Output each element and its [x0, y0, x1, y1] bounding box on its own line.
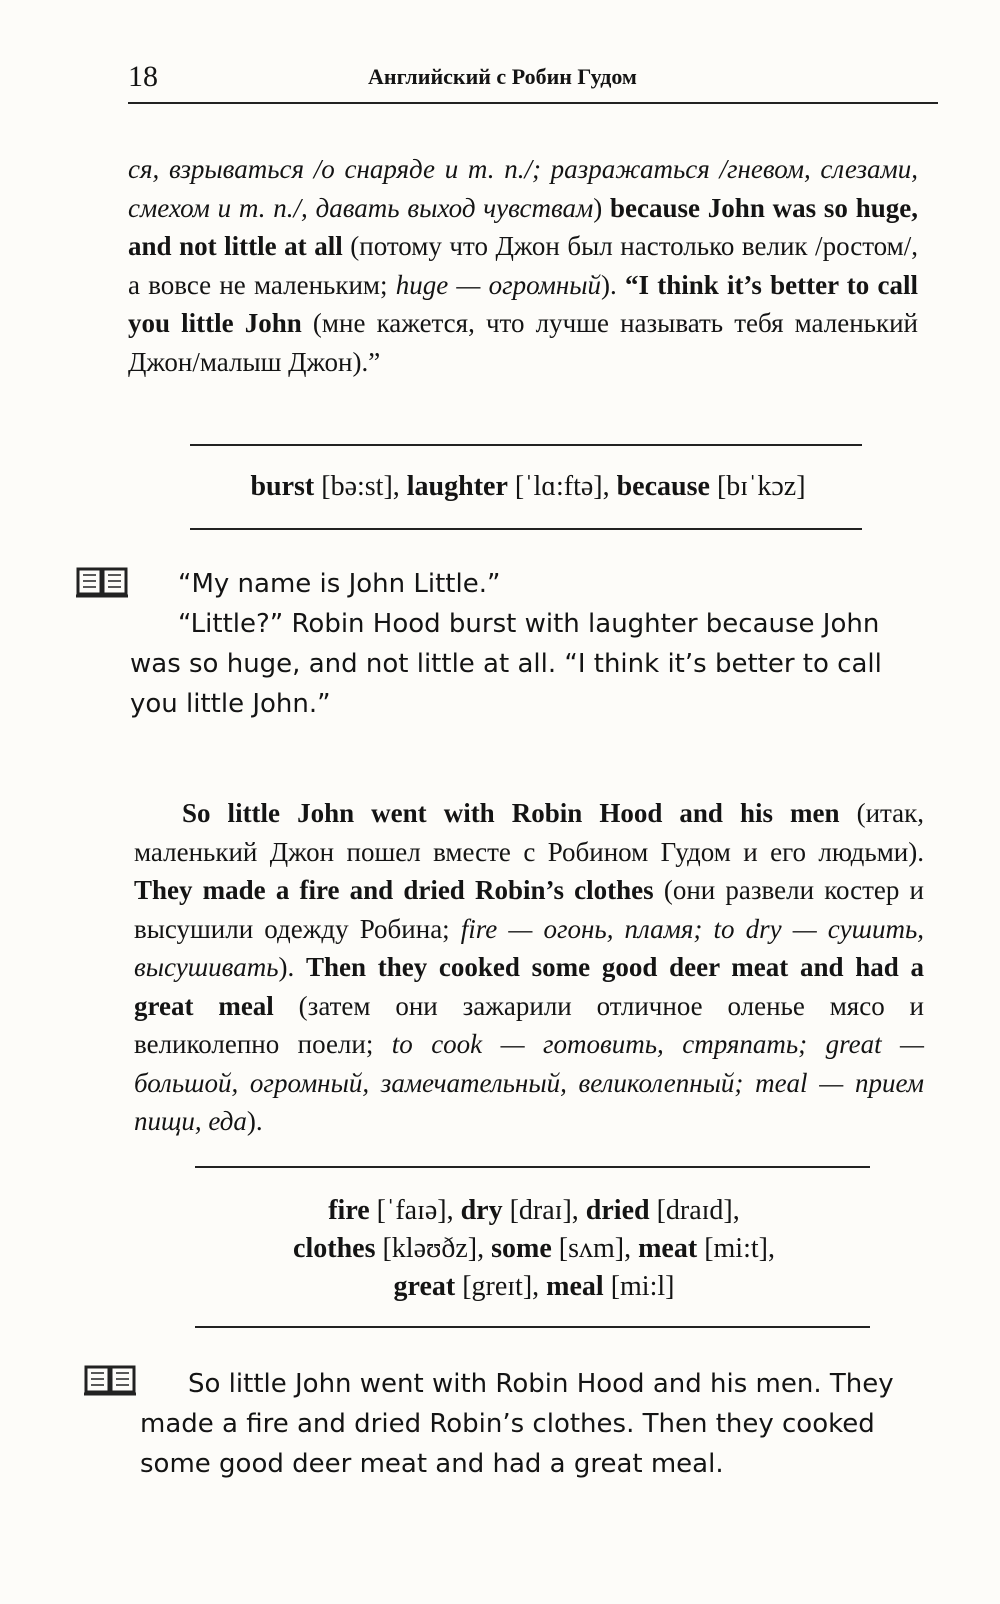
- transcription: [kləʊðz],: [375, 1233, 492, 1264]
- vocabulary-box-2: [134, 1192, 934, 1306]
- transcription: [sʌm],: [551, 1233, 639, 1264]
- reading-passage-2: [140, 1364, 930, 1484]
- transcription: [ˈlɑ:ftə],: [507, 471, 617, 502]
- translation-text: (мне кажется, что лучше называть тебя маленький Джон/малыш Джон).”: [128, 308, 918, 377]
- english-phrase: Then they cooked some good deer meat and had a great meal: [134, 952, 924, 1021]
- vocab-word: burst: [250, 471, 315, 502]
- text-segment: ).: [601, 269, 625, 300]
- translation-text: (они развели костер и высушили одежду Робина;: [134, 875, 924, 944]
- annotated-paragraph-1: [128, 150, 918, 381]
- story-line: “My name is John Little.”: [178, 569, 501, 599]
- vocab-word: meal: [546, 1271, 604, 1302]
- transcription: [draɪ],: [502, 1195, 586, 1226]
- translation-note: ся, взрываться /о снаряде и т. п./; разражаться /гневом, слезами, смехом и т. п./, давать выход чувствам: [128, 154, 918, 223]
- vocab-word: some: [491, 1233, 552, 1264]
- transcription: [greɪt],: [455, 1271, 547, 1302]
- vocab-word: fire: [328, 1195, 370, 1226]
- divider: [195, 1326, 870, 1328]
- english-phrase: So little John went with Robin Hood and his men: [182, 798, 840, 828]
- transcription: [ˈfaɪə],: [369, 1195, 461, 1226]
- running-title: Английский с Робин Гудом: [368, 64, 637, 89]
- transcription: [bɪˈkɔz]: [709, 471, 806, 502]
- transcription: [mi:l]: [603, 1271, 675, 1302]
- vocab-word: clothes: [293, 1233, 376, 1264]
- english-phrase: They made a fire and dried Robin’s clothes: [134, 875, 654, 905]
- page-number: 18: [128, 60, 158, 93]
- transcription: [mi:t],: [697, 1233, 775, 1264]
- vocab-word: laughter: [406, 471, 508, 502]
- text-segment: ).: [278, 952, 306, 982]
- divider: [190, 444, 862, 446]
- english-phrase: “I think it’s better to call you little John: [128, 269, 918, 338]
- translation-text: (итак, маленький Джон пошел вместе с Робином Гудом и его людьми).: [134, 798, 924, 867]
- transcription: [draɪd],: [649, 1195, 740, 1226]
- reading-passage-1: [130, 564, 925, 724]
- vocabulary-box-1: [128, 468, 928, 506]
- divider: [195, 1166, 870, 1168]
- text-segment: ).: [246, 1106, 263, 1136]
- glossary-note: fire — огонь, пламя; to dry — сушить, высушивать: [134, 913, 925, 982]
- glossary-note: huge — огромный: [395, 269, 602, 300]
- annotated-paragraph-2: [134, 794, 924, 1141]
- translation-text: (потому что Джон был настолько велик /ростом/, а вовсе не маленьким;: [128, 231, 918, 300]
- vocab-word: great: [393, 1271, 456, 1302]
- open-book-icon: [74, 566, 130, 600]
- story-line: “Little?” Robin Hood burst with laughter because John was so huge, and not little at all. “I think it’s better to call you little John.”: [130, 609, 882, 719]
- vocab-word: dry: [460, 1195, 503, 1226]
- vocab-word: meat: [638, 1233, 698, 1264]
- vocab-word: dried: [585, 1195, 650, 1226]
- divider: [190, 528, 862, 530]
- open-book-icon: [82, 1364, 138, 1398]
- story-line: So little John went with Robin Hood and his men. They made a fire and dried Robin’s clothes. Then they cooked some good deer meat and had a great meal.: [140, 1369, 894, 1479]
- text-segment: ): [593, 192, 611, 223]
- page-header: [128, 58, 938, 104]
- translation-text: (затем они зажарили отличное оленье мясо и великолепно поели;: [134, 990, 924, 1059]
- vocab-word: because: [616, 471, 710, 502]
- transcription: [bə:st],: [314, 471, 407, 502]
- english-phrase: because John was so huge, and not little at all: [128, 192, 918, 261]
- glossary-note: to cook — готовить, стряпать; great — большой, огромный, замечательный, великолепный; meal — прием пищи, еда: [134, 1029, 925, 1136]
